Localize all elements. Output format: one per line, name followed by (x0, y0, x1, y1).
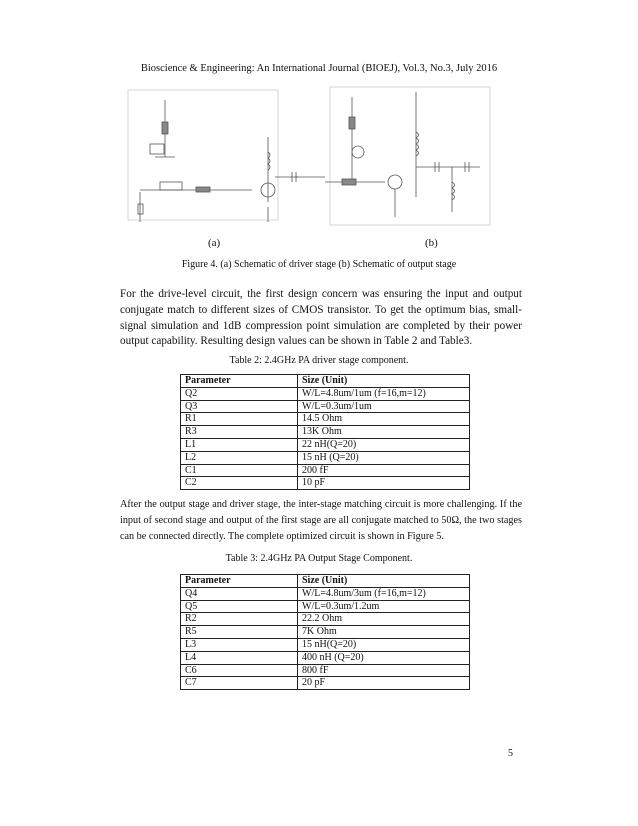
table-row (181, 664, 470, 677)
parameter-cell: Q5 (181, 600, 298, 613)
table-row (181, 600, 470, 613)
table3-caption: Table 3: 2.4GHz PA Output Stage Component. (225, 553, 413, 564)
page-number: 5 (508, 748, 513, 759)
table-row (181, 638, 470, 651)
size-cell: W/L=4.8um/1um (f=16,m=12) (298, 387, 470, 400)
table-row (181, 677, 470, 690)
parameter-cell: R5 (181, 626, 298, 639)
size-cell: 14.5 Ohm (298, 413, 470, 426)
parameter-cell: Q4 (181, 587, 298, 600)
parameter-cell: Q2 (181, 387, 298, 400)
size-cell: 20 pF (298, 677, 470, 690)
table2 (180, 374, 470, 490)
size-cell: 200 fF (298, 464, 470, 477)
figure-caption: Figure 4. (a) Schematic of driver stage (b) Schematic of output stage (181, 259, 457, 270)
figure-label-a: (a) (208, 237, 221, 249)
parameter-cell: L1 (181, 438, 298, 451)
table-row (181, 613, 470, 626)
figure-label-b: (b) (425, 237, 438, 249)
table-row (181, 477, 470, 490)
parameter-cell: C1 (181, 464, 298, 477)
size-cell: 15 nH (Q=20) (298, 451, 470, 464)
size-cell: W/L=0.3um/1.2um (298, 600, 470, 613)
parameter-cell: L2 (181, 451, 298, 464)
driver-stage-schematic (128, 90, 325, 222)
parameter-cell: C2 (181, 477, 298, 490)
size-cell: 15 nH(Q=20) (298, 638, 470, 651)
size-cell: 10 pF (298, 477, 470, 490)
size-cell: 22 nH(Q=20) (298, 438, 470, 451)
table-row (181, 451, 470, 464)
size-cell: 800 fF (298, 664, 470, 677)
size-cell: W/L=0.3um/1um (298, 400, 470, 413)
parameter-cell: R1 (181, 413, 298, 426)
table-row (181, 400, 470, 413)
parameter-cell: R2 (181, 613, 298, 626)
table-header-row (181, 575, 470, 588)
size-cell: W/L=4.8um/3um (f=16,m=12) (298, 587, 470, 600)
body-paragraph-2: After the output stage and driver stage, the inter-stage matching circuit is more challenging. If the input of second stage and output of the first stage are all conjugate matched to 50Ω, the two stages can be connected directly. The complete optimized circuit is shown in Figure 5. (120, 499, 522, 542)
size-cell: Size (Unit) (298, 375, 470, 388)
table-row (181, 464, 470, 477)
parameter-cell: Q3 (181, 400, 298, 413)
parameter-cell: Parameter (181, 575, 298, 588)
table3 (180, 574, 470, 690)
table-row (181, 438, 470, 451)
size-cell: 400 nH (Q=20) (298, 651, 470, 664)
table-row (181, 626, 470, 639)
table-row (181, 651, 470, 664)
schematic-figure (120, 82, 492, 232)
size-cell: Size (Unit) (298, 575, 470, 588)
table-row (181, 413, 470, 426)
table-row (181, 587, 470, 600)
parameter-cell: R3 (181, 426, 298, 439)
table-header-row (181, 375, 470, 388)
size-cell: 7K Ohm (298, 626, 470, 639)
parameter-cell: C6 (181, 664, 298, 677)
table-row (181, 387, 470, 400)
table-row (181, 426, 470, 439)
size-cell: 13K Ohm (298, 426, 470, 439)
size-cell: 22.2 Ohm (298, 613, 470, 626)
parameter-cell: L4 (181, 651, 298, 664)
body-paragraph-1: For the drive-level circuit, the first design concern was ensuring the input and output conjugate match to different sizes of CMOS transistor. To get the optimum bias, small-signal simulation and 1dB compression point simulation are completed by their power output capability. Resulting design values can be shown in Table 2 and Table3. (120, 288, 522, 348)
table2-caption: Table 2: 2.4GHz PA driver stage component. (229, 355, 409, 366)
parameter-cell: C7 (181, 677, 298, 690)
journal-header: Bioscience & Engineering: An International Journal (BIOEJ), Vol.3, No.3, July 2016 (140, 63, 498, 74)
parameter-cell: L3 (181, 638, 298, 651)
output-stage-schematic (325, 87, 490, 225)
parameter-cell: Parameter (181, 375, 298, 388)
